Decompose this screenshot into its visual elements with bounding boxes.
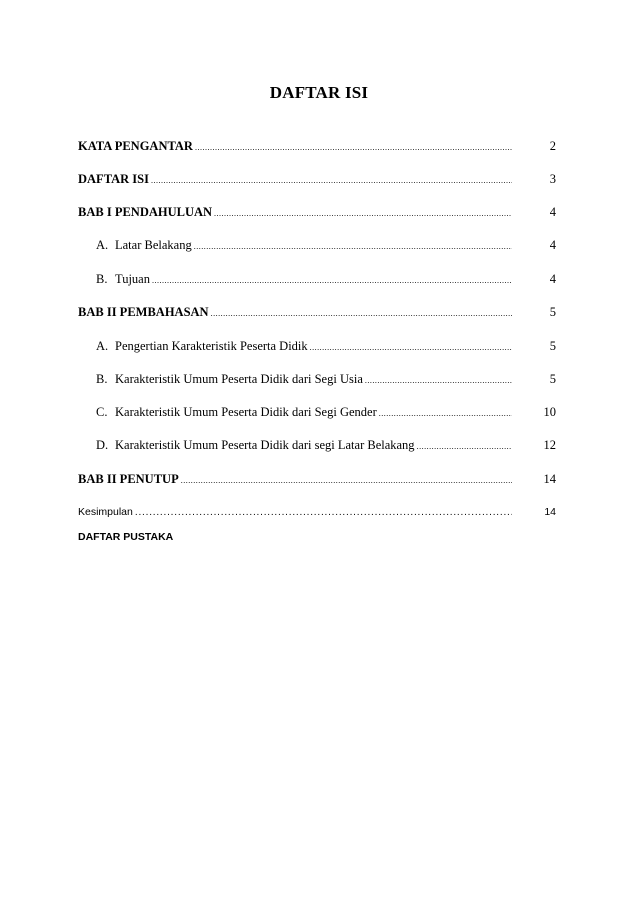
dot-leader <box>135 507 512 518</box>
toc-entry-bab-i-pendahuluan[interactable] <box>78 205 556 221</box>
toc-entry-letter: D. <box>96 438 109 452</box>
dot-leader <box>194 242 512 251</box>
toc-entry-letter: A. <box>96 339 109 353</box>
toc-entry-daftar-pustaka[interactable] <box>78 531 556 547</box>
toc-page-number: 4 <box>549 205 556 219</box>
toc-entry-pengertian-karakteristik[interactable] <box>96 339 556 355</box>
toc-entry-kesimpulan[interactable] <box>78 506 556 522</box>
toc-page-number: 10 <box>543 405 556 419</box>
dot-leader <box>152 276 512 285</box>
toc-entry-title: BAB II PENUTUP <box>78 472 179 486</box>
toc-entry-title: BAB II PEMBAHASAN <box>78 305 209 319</box>
toc-page-number: 14 <box>544 506 556 518</box>
dot-leader <box>417 442 512 451</box>
toc-page-number: 12 <box>543 438 556 452</box>
toc-entry-karakteristik-usia[interactable] <box>96 372 556 388</box>
dot-leader <box>379 409 512 418</box>
toc-entry-title: DAFTAR PUSTAKA <box>78 531 174 543</box>
dot-leader <box>181 476 512 485</box>
toc-entry-title: Latar Belakang <box>115 238 192 252</box>
toc-entry-title: DAFTAR ISI <box>78 172 149 186</box>
toc-entry-letter: A. <box>96 238 109 252</box>
toc-entry-letter: B. <box>96 372 108 386</box>
toc-entry-bab-ii-penutup[interactable] <box>78 472 556 488</box>
toc-entry-tujuan[interactable] <box>96 272 556 288</box>
toc-entry-letter: C. <box>96 405 108 419</box>
toc-entry-title: Kesimpulan <box>78 506 133 518</box>
toc-entry-title: BAB I PENDAHULUAN <box>78 205 213 219</box>
toc-entry-letter: B. <box>96 272 108 286</box>
toc-entry-latar-belakang[interactable] <box>96 238 556 254</box>
dot-leader <box>211 309 512 318</box>
toc-entry-title: KATA PENGANTAR <box>78 139 193 153</box>
dot-leader <box>365 376 512 385</box>
toc-page-number: 5 <box>549 372 556 386</box>
dot-leader <box>195 143 512 152</box>
toc-entry-title: Karakteristik Umum Peserta Didik dari Segi Gender <box>115 405 377 419</box>
toc-page-number: 4 <box>549 238 556 252</box>
toc-entry-title: Pengertian Karakteristik Peserta Didik <box>115 339 308 353</box>
toc-entry-daftar-isi[interactable] <box>78 172 556 188</box>
toc-entry-title: Tujuan <box>115 272 150 286</box>
dot-leader <box>151 176 512 185</box>
toc-entry-title: Karakteristik Umum Peserta Didik dari Segi Usia <box>115 372 363 386</box>
toc-entry-karakteristik-latar-belakang[interactable] <box>96 438 556 454</box>
dot-leader <box>310 343 512 352</box>
toc-page-number: 4 <box>549 272 556 286</box>
toc-entry-bab-ii-pembahasan[interactable] <box>78 305 556 321</box>
dot-leader <box>214 209 512 218</box>
page-title: DAFTAR ISI <box>269 83 369 102</box>
toc-entry-karakteristik-gender[interactable] <box>96 405 556 421</box>
toc-page-number: 2 <box>549 139 556 153</box>
toc-page-number: 5 <box>549 305 556 319</box>
toc-page-number: 5 <box>549 339 556 353</box>
toc-entry-kata-pengantar[interactable] <box>78 139 556 155</box>
toc-page-number: 14 <box>543 472 556 486</box>
toc-page-number: 3 <box>549 172 556 186</box>
toc-entry-title: Karakteristik Umum Peserta Didik dari segi Latar Belakang <box>115 438 415 452</box>
